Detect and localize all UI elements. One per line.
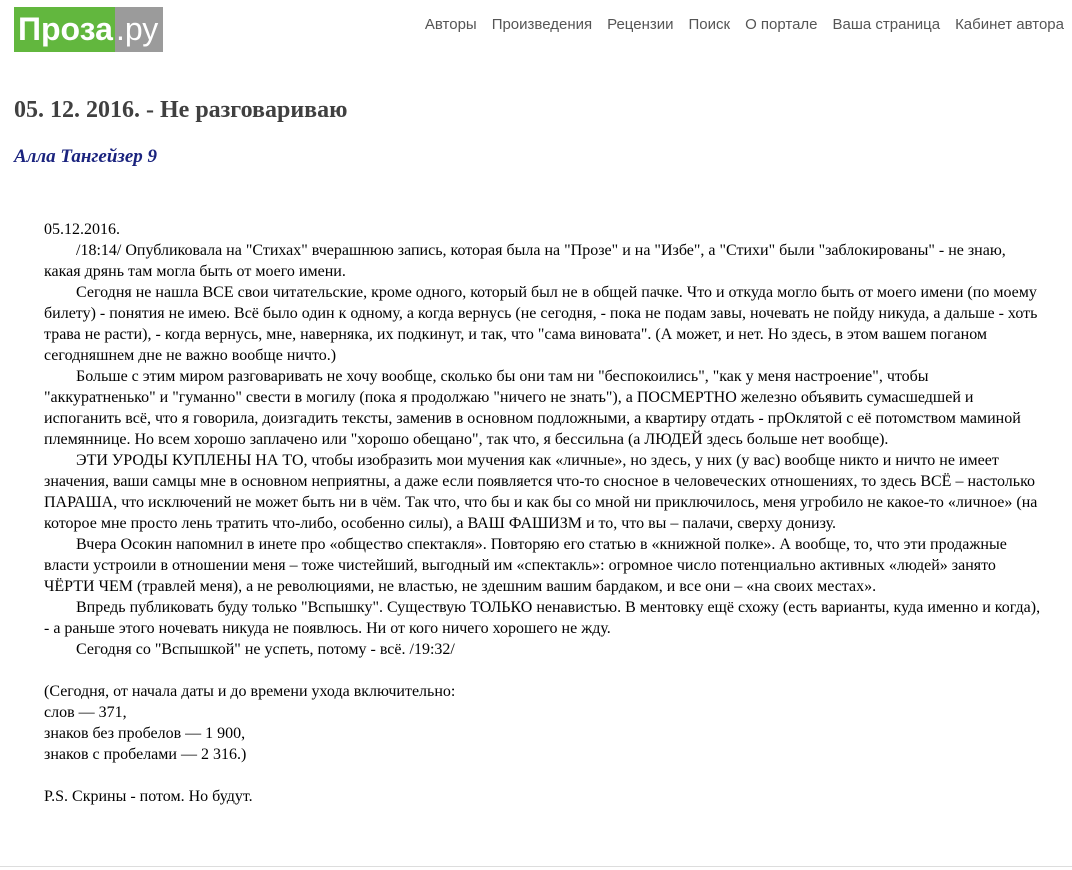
text-paragraph-5: Вчера Осокин напомнил в инете про «общество спектакля». Повторяю его статью в «книжной полке». А вообще, то, что эти продажные власти устроили в отношении меня – тоже чистейший, выгодный им «спектакль»: огромное число потенциально активных «людей» занято ЧЁРТИ ЧЕМ (травлей меня), а не революциями, не властью, не здешним вашим бардаком, и все они – «на своих местах». xyxy=(44,536,1007,595)
work-title: 05. 12. 2016. - Не разговариваю xyxy=(14,97,348,123)
text-paragraph-2: Сегодня не нашла ВСЕ свои читательские, кроме одного, который был не в общей пачке. Что и откуда могло быть от моего имени (по моему билету) - понятия не имею. Всё было один к одному, а когда вернусь (не сегодня, - пока не подам завы, ночевать не пойду никуда, а дальше - хоть трава не расти), - когда вернусь, мне, наверняка, их подкинут, и так, что "сама виновата". (А может, и нет. Но здесь, в этом вашем поганом сегодняшнем дне не важно вообще ничто.) xyxy=(44,284,1038,364)
site-header xyxy=(0,0,1072,60)
nav-about[interactable]: О портале xyxy=(745,16,818,33)
text-paragraph-4: ЭТИ УРОДЫ КУПЛЕНЫ НА ТО, чтобы изобразить мои мучения как «личные», но здесь, у них (у вас) вообще никто и ничто не имеет значения, ваши самцы мне в основном неприятны, а даже если появляется что-то сносное в человеческих отношениях, то здесь ВСЁ – настолько ПАРАША, что исключений не может быть ни в чём. Так что, что бы и как бы со мной ни приключилось, меня угробило не какое-то «личное» (на которое мне просто лень тратить что-либо, особенно силы), а ВАШ ФАШИЗМ и то, что вы – палачи, сверху донизу. xyxy=(44,452,1038,532)
author-link[interactable]: Алла Тангейзер 9 xyxy=(14,146,158,167)
work-text xyxy=(44,219,1044,807)
logo-part-proza: Проза xyxy=(14,7,115,52)
nav-search[interactable]: Поиск xyxy=(688,16,731,33)
stats-intro: (Сегодня, от начала даты и до времени ухода включительно: xyxy=(44,683,456,700)
nav-reviews[interactable]: Рецензии xyxy=(607,16,674,33)
site-logo[interactable] xyxy=(14,7,163,52)
text-paragraph-7: Сегодня со "Вспышкой" не успеть, потому - всё. /19:32/ xyxy=(76,641,455,658)
nav-your-page[interactable]: Ваша страница xyxy=(832,16,941,33)
text-date: 05.12.2016. xyxy=(44,221,120,238)
page-divider xyxy=(0,866,1072,867)
spacer xyxy=(44,660,1044,681)
top-nav xyxy=(425,16,1064,33)
logo-part-ru: .ру xyxy=(115,7,163,52)
stats-chars-with-spaces: знаков с пробелами — 2 316.) xyxy=(44,746,247,763)
nav-works[interactable]: Произведения xyxy=(491,16,593,33)
stats-chars-no-spaces: знаков без пробелов — 1 900, xyxy=(44,725,246,742)
text-paragraph-1: /18:14/ Опубликовала на "Стихах" вчерашнюю запись, которая была на "Прозе" и на "Избе", а "Стихи" были "заблокированы" - не знаю, какая дрянь там могла быть от моего имени. xyxy=(44,242,1006,280)
text-paragraph-3: Больше с этим миром разговаривать не хочу вообще, сколько бы они там ни "беспокоились", "как у меня настроение", чтобы "аккуратненько" и "гуманно" свести в могилу (пока я продолжаю "ничего не знать"), а ПОСМЕРТНО железно объявить сумасшедшей и испоганить всё, что я говорила, доизгадить тексты, заменив в основном подложными, а квартиру отдать - прОклятой с её потомством маминой племяннице. Но всем хорошо заплачено или "хорошо обещано", так что, я бессильна (а ЛЮДЕЙ здесь больше нет вообще). xyxy=(44,368,1021,448)
postscript: P.S. Скрины - потом. Но будут. xyxy=(44,788,253,805)
spacer xyxy=(44,765,1044,786)
nav-authors[interactable]: Авторы xyxy=(424,16,477,33)
stats-words: слов — 371, xyxy=(44,704,127,721)
text-paragraph-6: Впредь публиковать буду только "Вспышку". Существую ТОЛЬКО ненавистью. В ментовку ещё схожу (есть варианты, куда именно и когда), - а раньше этого ночевать никуда не появлюсь. Ни от кого ничего хорошего не жду. xyxy=(44,599,1041,637)
nav-author-cabinet[interactable]: Кабинет автора xyxy=(955,16,1064,33)
